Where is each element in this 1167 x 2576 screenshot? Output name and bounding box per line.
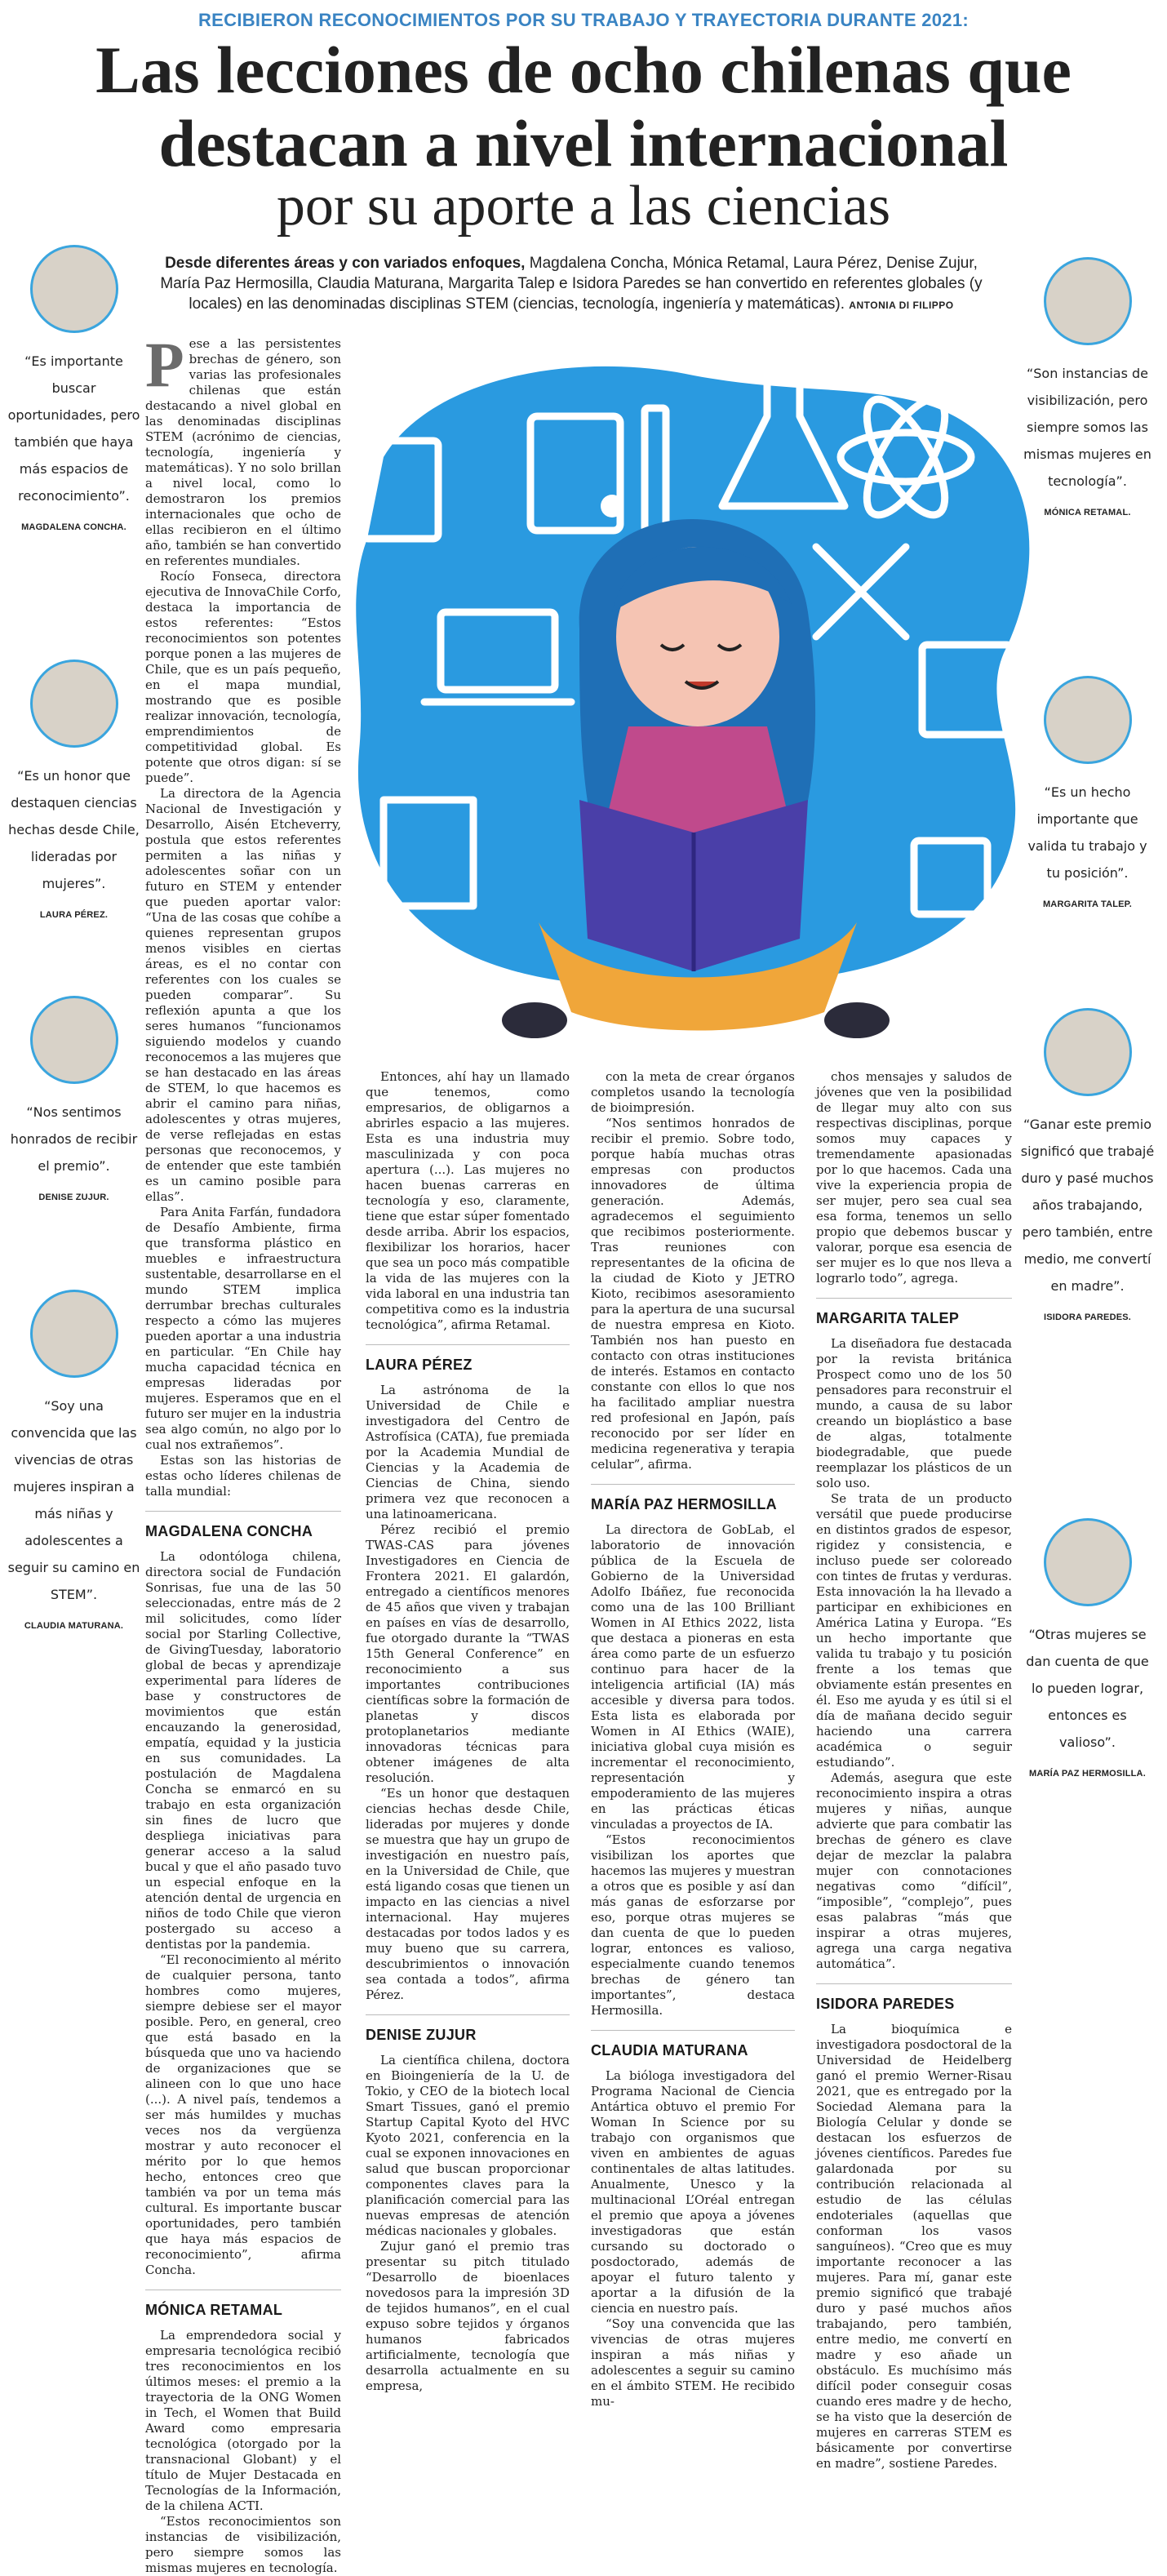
- deck-text: Magdalena Concha, Mónica Retamal, Laura Pérez, Denise Zujur, María Paz Hermosilla, Claudia Maturana, Margarita Talep e Isidora Paredes se han convertido en referentes globales (y locales) en las denominadas disciplinas STEM (ciencias, tecnología, ingeniería y matemáticas).: [160, 255, 983, 313]
- section-heading: DENISE ZUJUR: [366, 2027, 477, 2043]
- divider: [591, 2030, 795, 2031]
- quote-magdalena: [7, 245, 141, 534]
- quote-margarita: [1020, 676, 1155, 911]
- divider: [816, 1983, 1012, 1984]
- paragraph: Para Anita Farfán, fundadora de Desafío Ambiente, firma que transforma plástico en muebles e infraestructura sustentable, desarrollarse en el mundo STEM implica derrumbar brechas culturales respecto a cómo las mujeres pueden aportar a una industria en particular. “En Chile hay mucha capacidad técnica en empresas lideradas por mujeres. Esperamos que en el futuro ser mujer en la industria sea algo común, no algo por lo cual nos extrañemos”.: [145, 1205, 341, 1452]
- pull-quote: “Es un honor que destaquen ciencias hechas desde Chile, lideradas por mujeres”.: [8, 768, 140, 891]
- portrait-photo-icon: [30, 996, 118, 1084]
- drop-cap: P: [145, 329, 184, 400]
- pull-quote: “Nos sentimos honrados de recibir el premio”.: [10, 1104, 138, 1174]
- girl-reading-book-illustration: [335, 343, 1053, 1045]
- column-2: [366, 1069, 570, 2393]
- quote-attribution: DENISE ZUJUR.: [38, 1193, 109, 1202]
- quote-attribution: LAURA PÉREZ.: [39, 910, 109, 920]
- portrait-photo-icon: [30, 660, 118, 748]
- headline-line-3: por su aporte a las ciencias: [276, 175, 891, 238]
- left-shoe: [502, 1002, 567, 1038]
- paragraph: La odontóloga chilena, directora social de Fundación Sonrisas, fue una de las 50 seleccionadas, entre más de 2 mil solicitudes, como líder social por Starling Collective, de GivingTuesday, laboratorio global de becas y aprendizaje experimental para líderes de base y constructores de movimientos que están encauzando la generosidad, empatía, equidad y la justicia en sus comunidades. La postulación de Magdalena Concha se enmarcó en su trabajo en esta organización sin fines de lucro que despliega iniciativas para generar acceso a la salud bucal y que el año pasado tuvo un especial enfoque en la atención dental de urgencia en niños de todo Chile que vieron postergado su acceso a dentistas por la pandemia.: [145, 1549, 341, 1952]
- paragraph: “Es un honor que destaquen ciencias hechas desde Chile, lideradas por mujeres y donde se muestra que hay un grupo de investigación en nuestro país, en la Universidad de Chile, que está ligando cosas que tienen un impacto en las ciencias a nivel internacional. Hay mujeres destacadas por todos lados y es muy bueno que su carrera, descubrimientos o innovación sea contada a todos”, afirma Pérez.: [366, 1786, 570, 2002]
- paragraph: La astrónoma de la Universidad de Chile e investigadora del Centro de Astrofísica (CATA), fue premiada por la Academia Mundial de Ciencias y la Academia de Ciencias de China, siendo primera vez que reconocen a una latinoamericana.: [366, 1383, 570, 1521]
- paragraph: La directora de la Agencia Nacional de Investigación y Desarrollo, Aisén Etcheverry, postula que estos referentes permiten a las niñas y adolescentes soñar con un futuro en STEM y entender que pueden aportar valor: “Una de las cosas que cohíbe a quienes representan grupos menos visibles en ciertas áreas, es el no contar con referentes con los cuales se pueden comparar”. Su reflexión apunta a que los seres humanos “funcionamos siguiendo modelos y cuando reconocemos a las mujeres que se han destacado en las áreas de STEM, lo que hacemos es abrir el camino para niñas, adolescentes y otras mujeres, de verse reflejadas en estas personas que reconocemos, y de entender que este también es un camino posible para ellas”.: [145, 786, 341, 1204]
- right-shoe: [824, 1002, 890, 1038]
- quote-maria-paz: [1020, 1518, 1155, 1780]
- pull-quote: “Otras mujeres se dan cuenta de que lo pueden lograr, entonces es valioso”.: [1026, 1627, 1149, 1750]
- pull-quote: “Ganar este premio significó que trabajé duro y pasé muchos años trabajando, pero también, entre medio, me convertí en madre”.: [1020, 1117, 1155, 1294]
- pull-quote: “Son instancias de visibilización, pero siempre somos las mismas mujeres en tecnología”.: [1023, 366, 1151, 489]
- divider: [591, 1484, 795, 1485]
- paragraph: con la meta de crear órganos completos usando la tecnología de bioimpresión.: [591, 1069, 795, 1115]
- paragraph: Pérez recibió el premio TWAS-CAS para jóvenes Investigadores en Ciencia de Frontera 2021. El galardón, entregado a científicos menores de 45 años que viven y trabajan en países en vías de desarrollo, fue otorgado durante la “TWAS 15th General Conference” en reconocimiento a sus importantes contribuciones científicas sobre la formación de planetas y discos protoplanetarios mediante innovadoras técnicas para obtener imágenes de alta resolución.: [366, 1522, 570, 1785]
- section-heading: ISIDORA PAREDES: [816, 1996, 955, 2012]
- paragraph: La emprendedora social y empresaria tecnológica recibió tres reconocimientos en los últimos meses: el premio a la trayectoria de la ONG Women in Tech, el Women that Build Award como empresaria tecnológica (otorgado por la transnacional Globant) y el título de Mujer Destacada en Tecnologías de la Información, de la chilena ACTI.: [145, 2328, 341, 2513]
- flask-bubble: [601, 495, 623, 517]
- pull-quote: “Es importante buscar oportunidades, pero también que haya más espacios de reconocimiento”.: [7, 353, 140, 504]
- section-heading: MARGARITA TALEP: [816, 1310, 960, 1326]
- byline: ANTONIA DI FILIPPO: [849, 300, 954, 311]
- paragraph: La bioquímica e investigadora posdoctoral de la Universidad de Heidelberg ganó el premio Werner-Risau 2021, que es entregado por la Sociedad Alemana para la Biología Celular y donde se destacan los esfuerzos de jóvenes científicos. Paredes fue galardonada por su contribución relacionada al estudio de las células endoteriales (aquellas que conforman los vasos sanguíneos). “Creo que es muy importante reconocer a las mujeres. Para mí, ganar este premio significó que trabajé duro y pasé muchos años trabajando, pero también, entre medio, me convertí en madre y eso añade un obstáculo. Es muchísimo más difícil poder conseguir cosas cuando eres madre y de hecho, se ha visto que la deserción de mujeres en carreras STEM es básicamente por convertirse en madre”, sostiene Paredes.: [816, 2022, 1012, 2471]
- headline-line-2: destacan a nivel internacional: [158, 106, 1009, 180]
- section-heading: LAURA PÉREZ: [366, 1357, 473, 1373]
- divider: [366, 1344, 570, 1345]
- quote-attribution: ISIDORA PAREDES.: [1043, 1312, 1132, 1322]
- quote-claudia: [7, 1290, 141, 1632]
- column-4: [816, 1069, 1012, 2471]
- quote-attribution: MÓNICA RETAMAL.: [1044, 508, 1131, 517]
- portrait-photo-icon: [30, 245, 118, 333]
- section-heading: CLAUDIA MATURANA: [591, 2042, 748, 2059]
- divider: [816, 1298, 1012, 1299]
- paragraph: “Nos sentimos honrados de recibir el premio. Sobre todo, porque había muchas otras empresas con productos innovadores de última generación. Además, agradecemos el seguimiento que recibimos posteriormente. Tras reuniones con representantes de la oficina de la ciudad de Kioto y JETRO Kioto, recibimos asesoramiento para la apertura de una sucursal de nuestra empresa en Kioto. También nos han puesto en contacto con otras instituciones de interés. Estamos en contacto constante con ellos lo que nos ha facilitado ampliar nuestra red profesional en Japón, país reconocido por ser líder en medicina regenerativa y terapia celular”, afirma.: [591, 1116, 795, 1472]
- kicker: RECIBIERON RECONOCIMIENTOS POR SU TRABAJO Y TRAYECTORIA DURANTE 2021:: [197, 10, 970, 30]
- section-heading: MARÍA PAZ HERMOSILLA: [591, 1496, 777, 1512]
- quote-isidora: [1020, 1008, 1155, 1324]
- section-heading: MÓNICA RETAMAL: [145, 2302, 283, 2318]
- headline-line-1: Las lecciones de ocho chilenas que: [95, 33, 1072, 107]
- pull-quote: “Soy una convencida que las vivencias de otras mujeres inspiran a más niñas y adolescentes a seguir su camino en STEM”.: [7, 1398, 140, 1602]
- paragraph: “El reconocimiento al mérito de cualquier persona, tanto hombres como mujeres, siempre debiese ser el mayor posible. Pero, en general, creo que está basado en la búsqueda que uno va haciendo de organizaciones que se alineen con lo que uno hace (...). A nivel país, tendemos a ser más humildes y muchas veces nos da vergüenza mostrar y auto reconocer el mérito por lo que hemos hecho, entonces creo que también va por un tema más cultural. Es importante buscar oportunidades, pero también que haya más espacios de reconocimiento”, afirma Concha.: [145, 1952, 341, 2277]
- paragraph: Estas son las historias de estas ocho líderes chilenas de talla mundial:: [145, 1453, 341, 1499]
- column-1: [145, 329, 341, 2575]
- pull-quote: “Es un hecho importante que valida tu trabajo y tu posición”.: [1027, 784, 1147, 881]
- paragraph: chos mensajes y saludos de jóvenes que ven la posibilidad de llegar muy alto con sus respectivas disciplinas, porque somos muy capaces y tremendamente apasionadas por lo que hacemos. Cada una vive la experiencia propia de ser mujer, pero sea cual sea esa forma, tenemos un sello propio que debemos buscar y valorar, porque esa esencia de ser mujer es lo que nos lleva a lograrlo todo”, agrega.: [816, 1069, 1012, 1286]
- divider: [366, 2014, 570, 2015]
- paragraph: “Estos reconocimientos visibilizan los aportes que hacemos las mujeres y muestran a otros que es posible y así dan más ganas de esforzarse por eso, porque otras mujeres se dan cuenta de que lo pueden lograr, entonces es valioso, especialmente cuando tenemos brechas de género tan importantes”, destaca Hermosilla.: [591, 1832, 795, 2018]
- deck-lead: Desde diferentes áreas y con variados enfoques,: [165, 255, 526, 272]
- portrait-photo-icon: [1044, 1518, 1132, 1606]
- portrait-photo-icon: [30, 1290, 118, 1378]
- quote-monica: [1020, 257, 1155, 519]
- quote-denise: [7, 996, 141, 1204]
- paragraph: “Soy una convencida que las vivencias de otras mujeres inspiran a más niñas y adolescentes a seguir su camino en el ámbito STEM. He recibido mu-: [591, 2316, 795, 2409]
- intro-paragraph: ese a las persistentes brechas de género, son varias las profesionales chilenas que están destacando a nivel global en las denominadas disciplinas STEM (acrónimo de ciencias, tecnología, ingeniería y matemáticas). Y no solo brillan a nivel local, como lo demostraron los premios internacionales que ocho de ellas recibieron en el último año, también se han convertido en referentes mundiales.: [145, 336, 341, 568]
- column-3: [591, 1069, 795, 2409]
- paragraph: Entonces, ahí hay un llamado que tenemos, como empresarios, de obligarnos a abrirles espacio a las mujeres. Esta es una industria muy masculinizada y con poca apertura (...). Las mujeres no hacen buenas carreras en tecnología y eso, claramente, tiene que estar súper fomentado desde arriba. Abrir los espacios, flexibilizar los horarios, hacer que sea un poco más compatible la vida de las mujeres con la vida laboral en una industria tan competitiva como es la industria tecnológica”, afirma Retamal.: [366, 1069, 570, 1332]
- quote-attribution: MAGDALENA CONCHA.: [21, 522, 126, 532]
- portrait-photo-icon: [1044, 676, 1132, 764]
- paragraph: Zujur ganó el premio tras presentar su pitch titulado “Desarrollo de bioenlaces novedosos para la impresión 3D de tejidos humanos”, en el cual expuso sobre tejidos y órganos humanos fabricados artificialmente, tecnología que desarrolla actualmente en su empresa,: [366, 2239, 570, 2393]
- section-heading: MAGDALENA CONCHA: [145, 1523, 313, 1539]
- paragraph: La científica chilena, doctora en Bioingeniería de la U. de Tokio, y CEO de la biotech local Smart Tissues, ganó el premio Startup Capital Kyoto del HVC Kyoto 2021, conferencia en la cual se exponen innovaciones en salud que buscan proporcionar componentes claves para la planificación comercial para las nuevas empresas de atención médicas nacionales y globales.: [366, 2053, 570, 2238]
- portrait-photo-icon: [1044, 1008, 1132, 1096]
- portrait-photo-icon: [1044, 257, 1132, 345]
- paragraph: La diseñadora fue destacada por la revista británica Prospect como uno de los 50 pensadores para reconstruir el mundo, a causa de su labor creando un bioplástico a base de algas, totalmente biodegradable, que puede reemplazar los plásticos de un solo uso.: [816, 1336, 1012, 1490]
- quote-attribution: MARGARITA TALEP.: [1042, 899, 1133, 909]
- paragraph: La bióloga investigadora del Programa Nacional de Ciencia Antártica obtuvo el premio For Woman In Science por su trabajo con organismos que viven en ambientes de aguas continentales de altas latitudes. Anualmente, Unesco y la multinacional L’Oréal entregan el premio que apoya a jóvenes investigadoras que están cursando su doctorado o posdoctorado, además de apoyar el futuro talento y aportar a la difusión de la ciencia en nuestro país.: [591, 2068, 795, 2316]
- paragraph: Rocío Fonseca, directora ejecutiva de InnovaChile Corfo, destaca la importancia de estos referentes: “Estos reconocimientos son potentes porque ponen a las mujeres de Chile, que es un país pequeño, en el mapa mundial, mostrando que es posible realizar innovación, tecnología, emprendimientos de competitividad global. Es potente que otros digan: sí se puede”.: [145, 569, 341, 785]
- paragraph: “Estos reconocimientos son instancias de visibilización, pero siempre somos las mismas mujeres en tecnología.: [145, 2514, 341, 2575]
- quote-attribution: MARÍA PAZ HERMOSILLA.: [1029, 1769, 1146, 1779]
- paragraph: La directora de GobLab, el laboratorio de innovación pública de la Escuela de Gobierno de la Universidad Adolfo Ibáñez, fue reconocida como una de las 100 Brilliant Women in AI Ethics 2022, lista que destaca a pioneras en esta área como parte de un esfuerzo continuo para hacer de la inteligencia artificial (IA) más accesible y diversa para todos. Esta lista es elaborada por Women in AI Ethics (WAIE), iniciativa global cuya misión es incrementar el reconocimiento, representación y empoderamiento de las mujeres en las prácticas éticas vinculadas a proyectos de IA.: [591, 1522, 795, 1832]
- quote-laura: [7, 660, 141, 922]
- paragraph: Se trata de un producto versátil que puede producirse en distintos grados de espesor, rigidez y consistencia, e incluso puede ser coloreado con tintes de frutas y verduras. Esta innovación la ha llevado a participar en exhibiciones en América Latina y Europa. “Es un hecho importante que valida tu trabajo y tu posición frente a los temas que obviamente están presentes en él. Eso me ayuda y es útil si el día de mañana decido seguir haciendo una carrera académica o seguir estudiando”.: [816, 1491, 1012, 1770]
- quote-attribution: CLAUDIA MATURANA.: [24, 1621, 124, 1631]
- deck: [155, 253, 987, 316]
- paragraph: Además, asegura que este reconocimiento inspira a otras mujeres y niñas, aunque advierte que para combatir las brechas de género es clave dejar de mezclar la palabra mujer con connotaciones negativas como “difícil”, “imposible”, “complejo”, pues esas palabras “más que inspirar a otras mujeres, agrega una carga negativa automática”.: [816, 1770, 1012, 1971]
- divider: [145, 1511, 341, 1512]
